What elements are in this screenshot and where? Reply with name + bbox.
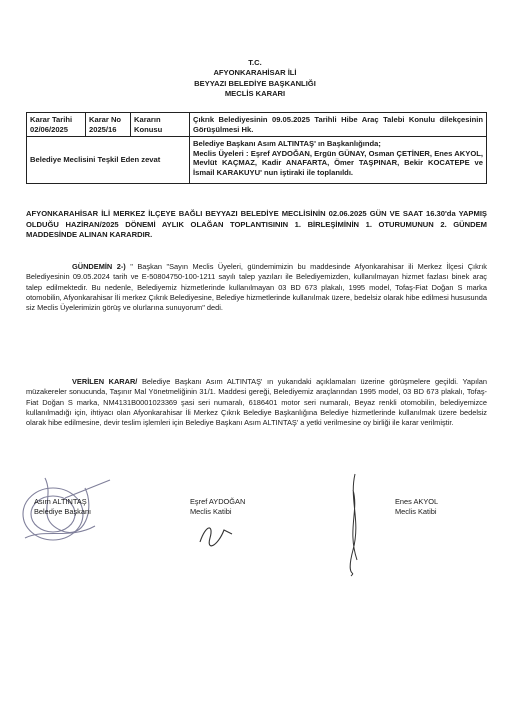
karar-no-cell xyxy=(86,113,131,137)
decision-paragraph xyxy=(26,377,487,428)
konu-label: Kararın Konusu xyxy=(131,113,190,137)
decision-info-table xyxy=(26,112,487,184)
header-decision-title: MECLİS KARARI xyxy=(224,89,286,99)
document-header xyxy=(0,58,510,100)
clerk2-name: Enes AKYOL xyxy=(395,497,439,506)
header-province: AFYONKARAHİSAR İLİ xyxy=(213,68,297,78)
karar-no-value: 2025/16 xyxy=(89,124,117,134)
clerk2-signature-block xyxy=(395,497,485,517)
karar-tarihi-value: 02/06/2025 xyxy=(30,124,69,134)
mayor-title: Belediye Başkanı xyxy=(34,507,92,517)
decision-text: Belediye Başkanı Asım ALTINTAŞ' ın yukarıdaki açıklamaları üzerine görüşmelere geçildi. Yapılan müzakereler sonucunda, Taşınır Mal Yönetmeliğinin 31/1. Maddesi gereği, Belediyemiz araçlarından 1995 model, 03 BD 673 plakalı, Tofaş-Fiat Doğan S marka, NM4131B0001023369 şasi seri numaralı, 6186401 motor seri numaralı, Beyaz renkli otomobilin, belediyemizce kullanılmadığı için, ihtiyacı olan Afyonkarahisar İli Merkez Çıkrık Belediye Başkanlığına Belediye hizmetlerinde kullanılmak üzere bedelsiz olarak hibe edilmesine, devir teslim işlemleri için Belediye Başkanı Asım ALTINTAŞ' a yetki verilmesine oy birliği ile karar verilmiştir. xyxy=(26,377,487,428)
karar-tarihi-label: Karar Tarihi xyxy=(30,115,73,124)
teskil-chair: Belediye Başkanı Asım ALTINTAŞ' ın Başkanlığında; xyxy=(193,139,381,149)
agenda-label: GÜNDEMİN 2-) xyxy=(72,262,126,271)
konu-value: Çıkrık Belediyesinin 09.05.2025 Tarihli Hibe Araç Talebi Konulu dilekçesinin Görüşülmesi Hk. xyxy=(190,113,487,137)
agenda-text: " Başkan "Sayın Meclis Üyeleri, gündemimizin bu maddesinde Afyonkarahisar ili Merkez İlçesi Çıkrık Belediyesinin 09.05.2024 tarih ve E-50804750-100-1211 sayılı talep yazıları ile Belediyemizden, kullanılmayan hizmet fazlası binek araç talep edilmektedir. Bu nedenle, Belediyemiz hizmetlerinde kullanılmayan 03 BD 673 plakalı, 1995 model, Tofaş-Fiat Doğan S marka otomobilin, Afyonkarahisar İli merkez Çıkrık Belediyesine, Belediye hizmetlerinde kullanılmak üzere, bedelsiz olarak hibe edilmesi hususunda siz Meclis Üyelerimizin görüş ve olurlarına sunuyorum" dedi. xyxy=(26,262,487,313)
clerk2-title: Meclis Katibi xyxy=(395,507,437,517)
karar-no-label: Karar No xyxy=(89,115,122,124)
info-row-1 xyxy=(27,113,487,137)
karar-tarihi-cell xyxy=(27,113,86,137)
decision-label: VERİLEN KARAR/ xyxy=(72,377,138,386)
clerk1-title: Meclis Katibi xyxy=(190,507,232,517)
agenda-paragraph xyxy=(26,262,487,313)
teskil-label: Belediye Meclisini Teşkil Eden zevat xyxy=(27,137,190,183)
header-tc: T.C. xyxy=(248,58,262,67)
teskil-members: Meclis Üyeleri : Eşref AYDOĞAN, Ergün GÜNAY, Osman ÇETİNER, Enes AKYOL, Mevlüt KAÇMAZ, Kadir ANAFARTA, Ömer TAŞPINAR, Bekir KOCATEPE ve İsmail KARAKUYU' nun iştiraki ile toplanıldı. xyxy=(193,148,483,177)
clerk1-signature-block xyxy=(190,497,310,517)
info-row-2 xyxy=(27,137,487,183)
clerk1-handwritten-signature xyxy=(196,520,236,550)
decision-intro: AFYONKARAHİSAR İLİ MERKEZ İLÇEYE BAĞLI BEYYAZI BELEDİYE MECLİSİNİN 02.06.2025 GÜN VE SAAT 16.30'da YAPMIŞ OLDUĞU HAZİRAN/2025 DÖNEMİ AYLIK OLAĞAN TOPLANTISININ 1. BİRLEŞİMİNİN 1. OTURUMUNUN 2. GÜNDEM MADDESİNDE ALINAN KARARDIR. xyxy=(26,209,487,240)
clerk2-handwritten-signature xyxy=(335,470,375,580)
header-municipality: BEYYAZI BELEDİYE BAŞKANLIĞI xyxy=(194,78,316,88)
mayor-name: Asım ALTINTAŞ xyxy=(34,497,87,506)
teskil-value-cell xyxy=(190,137,487,183)
clerk1-name: Eşref AYDOĞAN xyxy=(190,497,246,506)
mayor-signature-block xyxy=(34,497,124,517)
